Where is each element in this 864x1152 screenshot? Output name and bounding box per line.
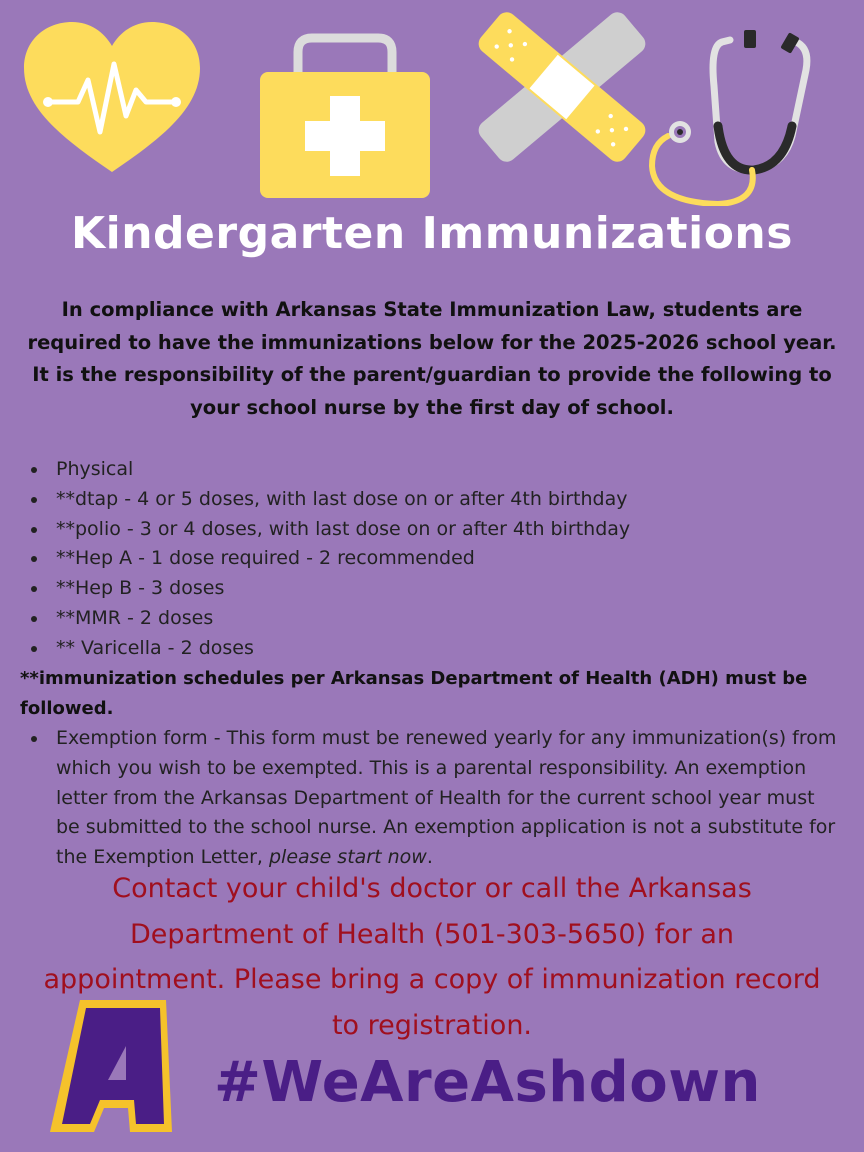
header-icons xyxy=(0,0,864,210)
list-item: **MMR - 2 doses xyxy=(22,604,842,634)
list-item: Physical xyxy=(22,455,842,485)
exemption-end: . xyxy=(426,846,433,869)
bandage-icon xyxy=(472,2,652,172)
list-item: **Hep B - 3 doses xyxy=(22,574,842,604)
list-item: **Hep A - 1 dose required - 2 recommended xyxy=(22,544,842,574)
contact-message: Contact your child's doctor or call the Arkansas Department of Health (501-303-5650) for an appointment. Please bring a copy of immunization record to registration. xyxy=(43,873,821,1041)
logo-letter: A xyxy=(46,996,47,997)
exemption-text: Exemption form - This form must be renewed yearly for any immunization(s) from which you wish to be exempted. This is a parental responsibility. An exemption letter from the Arkansas Department of Health for the current school year must be submitted to the school nurse. An exemption application is not a substitute for the Exemption Letter, xyxy=(56,727,837,869)
exemption-emphasis: please start now xyxy=(269,846,427,869)
schedule-note: **immunization schedules per Arkansas Department of Health (ADH) must be followed. xyxy=(20,668,808,719)
first-aid-kit-icon xyxy=(256,30,434,200)
list-item: ** Varicella - 2 doses xyxy=(22,634,842,664)
requirements-list xyxy=(22,455,842,664)
heartbeat-icon xyxy=(22,20,202,180)
page-title: Kindergarten Immunizations xyxy=(71,208,793,259)
list-item: **polio - 3 or 4 doses, with last dose on or after 4th birthday xyxy=(22,515,842,545)
stethoscope-icon xyxy=(646,26,826,206)
school-logo xyxy=(46,996,178,1136)
hashtag: #WeAreAshdown xyxy=(214,1050,761,1115)
list-item: **dtap - 4 or 5 doses, with last dose on or after 4th birthday xyxy=(22,485,842,515)
intro-paragraph: In compliance with Arkansas State Immunization Law, students are required to have the immunizations below for the 2025-2026 school year. It is the responsibility of the parent/guardian to provide the following to your school nurse by the first day of school. xyxy=(27,298,837,419)
exemption-item xyxy=(22,724,844,873)
exemption-list xyxy=(22,724,844,873)
